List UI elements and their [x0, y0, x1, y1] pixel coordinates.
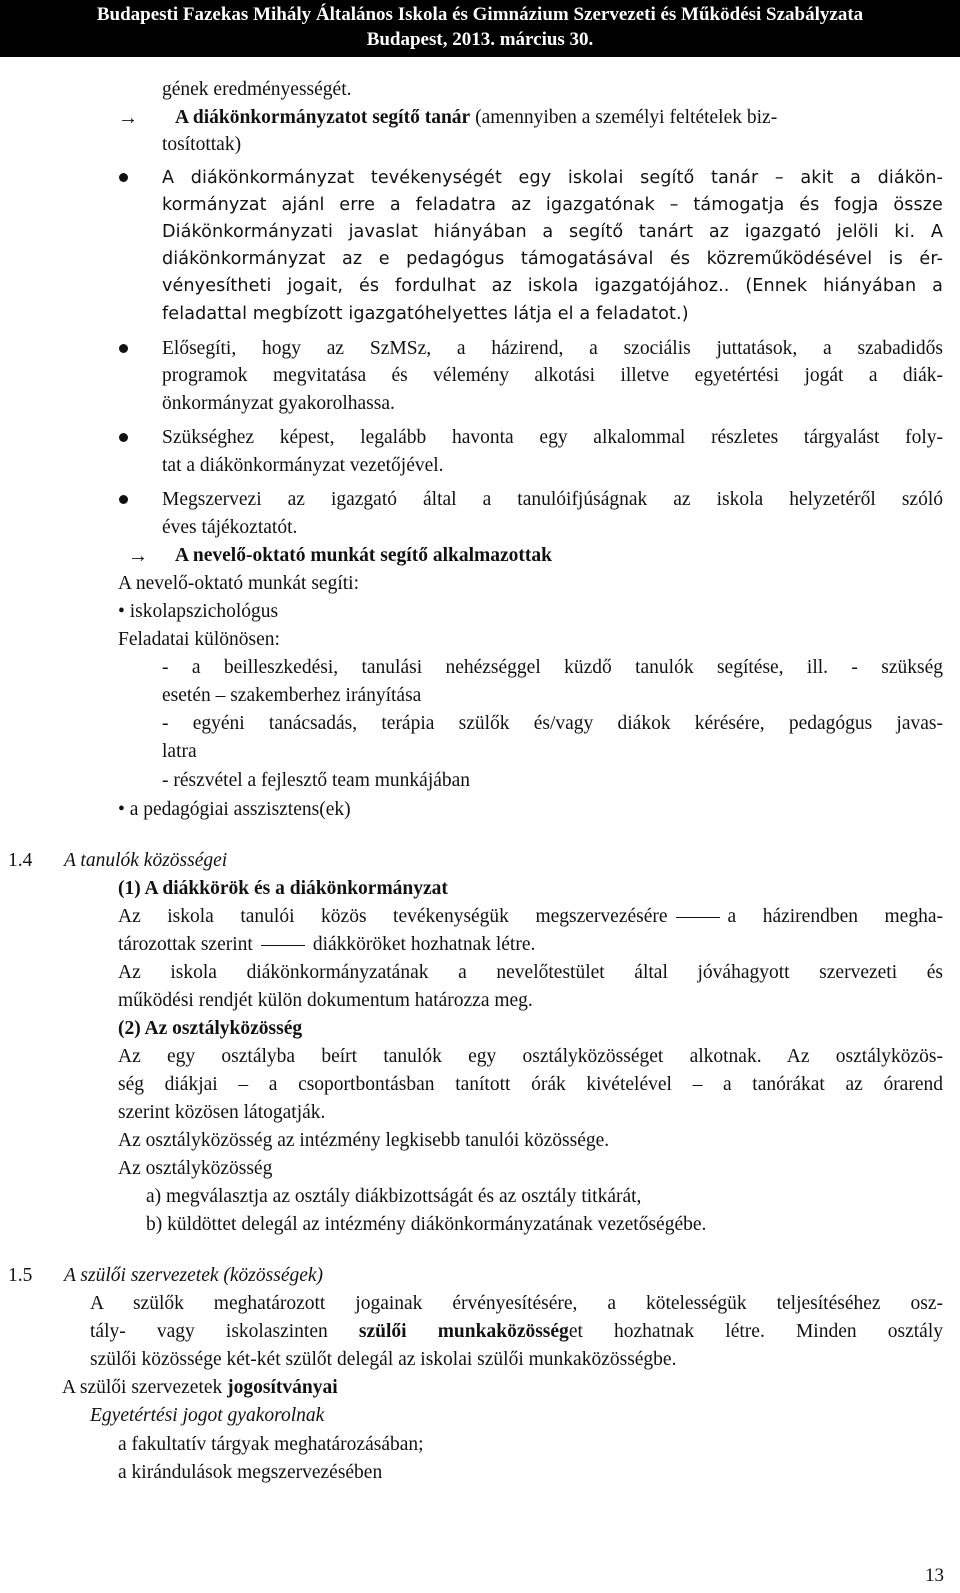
bullet-text: Szükséghez képest, legalább havonta egy alkalommal részletes tárgyalást foly- [162, 427, 943, 448]
bullet-text: feladattal megbízott igazgatóhelyettes látja el a feladatot.) [162, 304, 689, 324]
text-line: működési rendjét külön dokumentum határozza meg. [118, 990, 533, 1011]
section-number: 1.4 [8, 850, 33, 871]
text-line: tosítottak) [162, 134, 242, 155]
arrow-right-icon: → [118, 107, 138, 129]
text-line: Az iskola diákönkormányzatának a nevelőtestület által jóváhagyott szervezeti és [118, 962, 943, 983]
bullet-text: diákönkormányzat az e pedagógus támogatásával és közreműködésével is ér- [162, 249, 943, 269]
bullet-icon [119, 433, 128, 442]
text-line: szülői közössége két-két szülőt delegál az iskolai szülői munkaközösségbe. [90, 1349, 677, 1370]
bullet-text: Diákönkormányzati javaslat hiányában a segítő tanárt az igazgató jelöli ki. A [162, 222, 943, 242]
header-title: Budapesti Fazekas Mihály Általános Iskola és Gimnázium Szervezeti és Működési Szabályzata [96, 4, 864, 25]
bullet-icon [119, 344, 128, 353]
text-line: A szülők meghatározott jogainak érvényesítésére, a kötelességük teljesítéséhez osz- [90, 1293, 943, 1314]
bullet-text: kormányzat ajánl erre a feladatra az igazgatónak – támogatja és fogja össze [162, 195, 943, 215]
text-line: tározottak szerint diákköröket hozhatnak létre. [118, 934, 536, 955]
header-date: Budapest, 2013. március 30. [366, 29, 594, 50]
text-line: szerint közösen látogatják. [118, 1102, 326, 1123]
bullet-text: Elősegíti, hogy az SzMSz, a házirend, a szociális juttatások, a szabadidős [162, 338, 943, 359]
text-line: gének eredményességét. [162, 79, 352, 100]
text-line: Feladatai különösen: [118, 629, 280, 650]
text-line: - részvétel a fejlesztő team munkájában [162, 770, 471, 791]
text-line: ség diákjai – a csoportbontásban tanított órák kivételével – a tanórákat az órarend [118, 1074, 943, 1095]
bullet-text: A diákönkormányzat tevékenységét egy iskolai segítő tanár – akit a diákön- [162, 168, 943, 188]
text-line: Az iskola tanulói közös tevékenységük megszervezésére a házirendben megha- [118, 906, 943, 927]
arrow-right-icon: → [128, 545, 148, 567]
text-line: tály- vagy iskolaszinten szülői munkaközösséget hozhatnak létre. Minden osztály [90, 1321, 943, 1342]
bullet-text: programok megvitatása és vélemény alkotási illetve egyetértési jogát a diák- [162, 365, 943, 386]
page-number: 13 [925, 1565, 944, 1586]
bullet-text: Megszervezi az igazgató által a tanulóifjúságnak az iskola helyzetéről szóló [162, 489, 943, 510]
list-item: • iskolapszichológus [118, 601, 279, 622]
text-line: latra [162, 741, 197, 762]
list-item: • a pedagógiai asszisztens(ek) [118, 799, 351, 820]
text-line: Egyetértési jogot gyakorolnak [90, 1405, 325, 1426]
text-line: Az osztályközösség [118, 1158, 273, 1179]
section-number: 1.5 [8, 1265, 33, 1286]
section-heading: A nevelő-oktató munkát segítő alkalmazottak [175, 545, 552, 566]
section-heading: A diákönkormányzatot segítő tanár (amennyiben a személyi feltételek biz- [175, 107, 778, 128]
text-line: - a beilleszkedési, tanulási nehézséggel küzdő tanulók segítése, ill. - szükség [162, 657, 943, 678]
section-title: A tanulók közösségei [64, 850, 228, 871]
bullet-text: vényesítheti jogait, és fordulhat az iskola igazgatójához.. (Ennek hiányában a [162, 276, 943, 296]
list-item: a) megválasztja az osztály diákbizottságát és az osztály titkárát, [146, 1186, 642, 1207]
bullet-text: önkormányzat gyakorolhassa. [162, 393, 395, 414]
bullet-icon [119, 495, 128, 504]
text-line: Az osztályközösség az intézmény legkisebb tanulói közössége. [118, 1130, 610, 1151]
text-line: a kirándulások megszervezésében [118, 1462, 383, 1483]
bullet-icon [119, 173, 128, 182]
text-line: A szülői szervezetek jogosítványai [62, 1377, 338, 1398]
text-line: Az egy osztályba beírt tanulók egy osztályközösséget alkotnak. Az osztályközös- [118, 1046, 943, 1067]
text-line: - egyéni tanácsadás, terápia szülők és/vagy diákok kérésére, pedagógus javas- [162, 713, 943, 734]
text-line: esetén – szakemberhez irányítása [162, 685, 422, 706]
bullet-text: tat a diákönkormányzat vezetőjével. [162, 455, 444, 476]
text-line: a fakultatív tárgyak meghatározásában; [118, 1434, 424, 1455]
bullet-text: éves tájékoztatót. [162, 517, 298, 538]
subsection-title: (1) A diákkörök és a diákönkormányzat [118, 878, 448, 899]
list-item: b) küldöttet delegál az intézmény diákönkormányzatának vezetőségébe. [146, 1214, 707, 1235]
subsection-title: (2) Az osztályközösség [118, 1018, 303, 1039]
text-line: A nevelő-oktató munkát segíti: [118, 573, 359, 594]
section-title: A szülői szervezetek (közösségek) [64, 1265, 324, 1286]
